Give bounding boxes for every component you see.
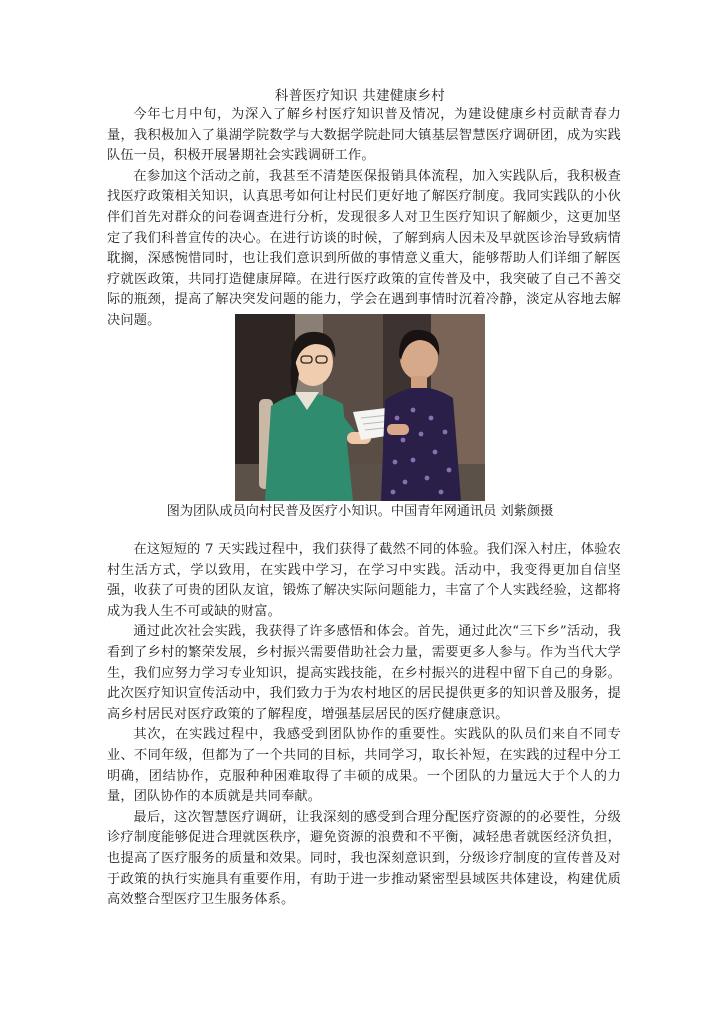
paragraph-first-insight: 通过此次社会实践，我获得了许多感悟和体会。首先，通过此次“三下乡”活动，我看到了乡村的繁荣发展，乡村振兴需要借助社会力量，需要更多人参与。作为当代大学生，我们应努力学习专业知识，提高实践技能，在乡村振兴的进程中留下自己的身影。此次医疗知识宣传活动中，我们致力于为农村地区的居民提供更多的知识普及服务，提高乡村居民对医疗政策的了解程度，增强基层居民的医疗健康意识。	[107, 624, 621, 722]
article-title: 科普医疗知识 共建健康乡村	[274, 88, 446, 104]
article-body-bottom	[107, 540, 621, 911]
paragraph-teamwork: 其次，在实践过程中，我感受到团队协作的重要性。实践队的队员们来自不同专业、不同年级，但都为了一个共同的目标，共同学习，取长补短，在实践的过程中分工明确，团结协作，克服种种困难取得了丰硕的成果。一个团队的力量远大于个人的力量，团队协作的本质就是共同奉献。	[107, 727, 621, 805]
paragraph-preparation: 在参加这个活动之前，我甚至不清楚医保报销具体流程，加入实践队后，我积极查找医疗政策相关知识，认真思考如何让村民们更好地了解医疗制度。我同实践队的小伙伴们首先对群众的问卷调查进行分析，发现很多人对卫生医疗知识了解颇少，这更加坚定了我们科普宣传的决心。在进行访谈的时候，了解到病人因未及早就医诊治导致病情耽搁，深感惋惜同时，也让我们意识到所做的事情意义重大，能够帮助人们详细了解医疗就医政策，共同打造健康屏障。在进行医疗政策的宣传普及中，我突破了自己不善交际的瓶颈，提高了解决突发问题的能力，学会在遇到事情时沉着冷静，淡定从容地去解决问题。	[107, 168, 621, 328]
article-photo	[235, 314, 485, 501]
paragraph-experience: 在这短短的 7 天实践过程中，我们获得了截然不同的体验。我们深入村庄，体验农村生活方式，学以致用，在实践中学习，在学习中实践。活动中，我变得更加自信坚强，收获了可贵的团队友谊，锻炼了解决实际问题能力，丰富了个人实践经验，这都将成为我人生不可或缺的财富。	[107, 542, 621, 619]
photo-caption: 图为团队成员向村民普及医疗小知识。中国青年网通讯员 刘紫颜摄	[166, 504, 554, 519]
paragraph-intro: 今年七月中旬，为深入了解乡村医疗知识普及情况，为建设健康乡村贡献青春力量，我积极加入了巢湖学院数学与大数据学院赴同大镇基层智慧医疗调研团，成为实践队伍一员，积极开展暑期社会实践调研工作。	[107, 107, 621, 164]
article-body-top	[107, 105, 621, 332]
photo-team-member-showing-paper-to-villager-icon	[235, 314, 485, 501]
paragraph-conclusion: 最后，这次智慧医疗调研，让我深刻的感受到合理分配医疗资源的的必要性，分级诊疗制度能够促进合理就医秩序，避免资源的浪费和不平衡，减轻患者就医经济负担，也提高了医疗服务的质量和效果。同时，我也深刻意识到，分级诊疗制度的宣传普及对于政策的执行实施具有重要作用，有助于进一步推动紧密型县域医共体建设，构建优质高效整合型医疗卫生服务体系。	[107, 809, 621, 908]
